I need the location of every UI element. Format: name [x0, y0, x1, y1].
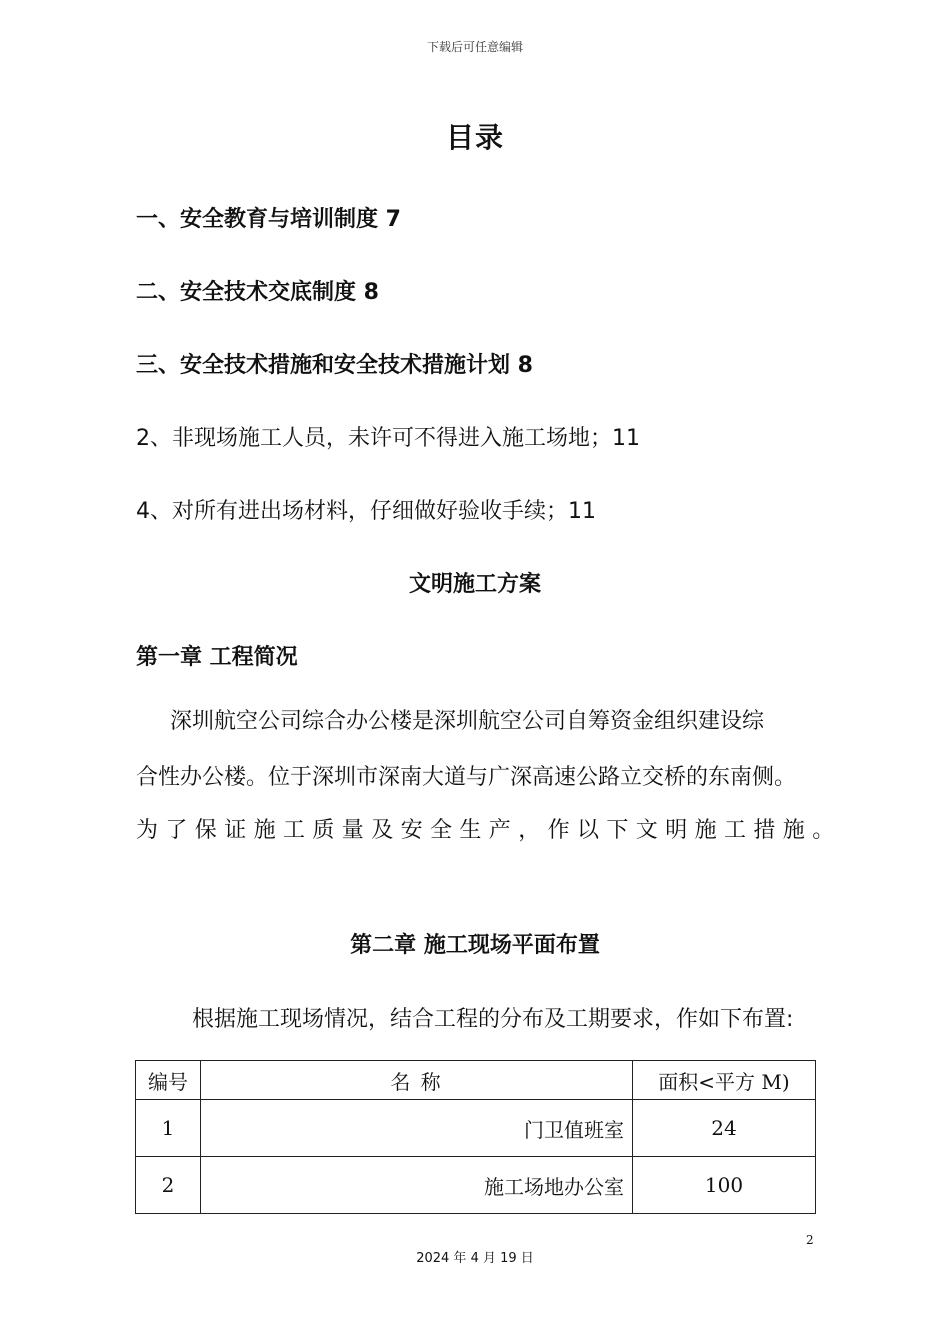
table-row: [136, 1100, 816, 1157]
plan-title: 文明施工方案: [408, 572, 541, 597]
toc-title: 目录: [445, 121, 504, 154]
chapter1-line: 深圳航空公司综合办公楼是深圳航空公司自筹资金组织建设综: [170, 709, 765, 734]
chapter1-heading: 第一章 工程简况: [136, 645, 298, 670]
cell-number: 2: [136, 1157, 201, 1214]
toc-item[interactable]: 一、安全教育与培训制度 7: [136, 207, 401, 232]
toc-item[interactable]: 4、对所有进出场材料，仔细做好验收手续；11: [136, 499, 596, 524]
page-number: 2: [806, 1233, 814, 1247]
header-name: 名 称: [201, 1061, 633, 1100]
toc-item[interactable]: 二、安全技术交底制度 8: [136, 280, 379, 305]
footer-date: 2024 年 4 月 19 日: [416, 1251, 534, 1266]
cell-area: 100: [633, 1157, 816, 1214]
chapter2-intro: 根据施工现场情况，结合工程的分布及工期要求，作如下布置:: [192, 1007, 794, 1032]
toc-item[interactable]: 2、非现场施工人员，未许可不得进入施工场地；11: [136, 426, 640, 451]
table-row: [136, 1157, 816, 1214]
cell-name: 施工场地办公室: [201, 1157, 633, 1214]
chapter1-line: 合性办公楼。位于深圳市深南大道与广深高速公路立交桥的东南侧。: [136, 765, 797, 790]
toc-item[interactable]: 三、安全技术措施和安全技术措施计划 8: [136, 353, 533, 378]
chapter1-line: 为了保证施工质量及安全生产，作以下文明施工措施。: [136, 818, 842, 843]
chapter2-heading: 第二章 施工现场平面布置: [350, 933, 600, 958]
header-number: 编号: [136, 1061, 201, 1100]
facility-table: [135, 1060, 816, 1214]
cell-number: 1: [136, 1100, 201, 1157]
table-header-row: [136, 1061, 816, 1100]
page-header: 下载后可任意编辑: [426, 40, 523, 54]
header-area: 面积<平方 M): [633, 1061, 816, 1100]
cell-area: 24: [633, 1100, 816, 1157]
cell-name: 门卫值班室: [201, 1100, 633, 1157]
